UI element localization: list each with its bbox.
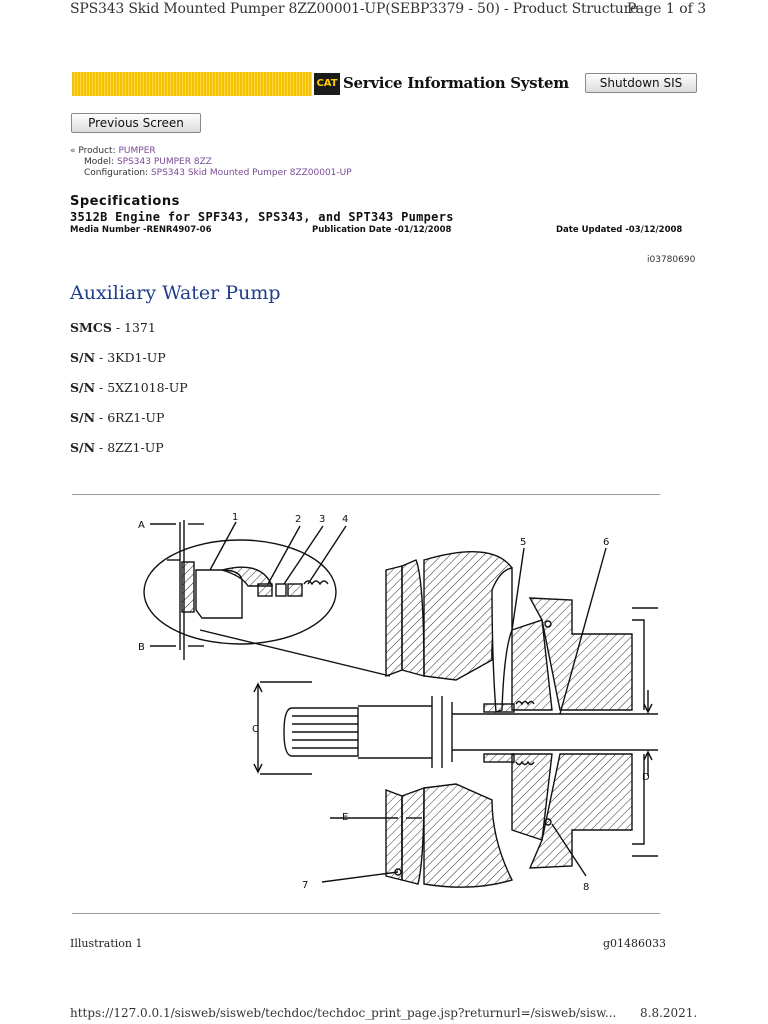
configuration-label: Configuration: [84,168,149,178]
callout-7: 7 [302,880,309,891]
document-id: i03780690 [647,255,696,265]
specifications-subtitle: 3512B Engine for SPF343, SPS343, and SPT343 Pumpers [70,210,454,224]
field-label: SMCS [70,320,112,335]
sis-title: Service Information System [343,74,569,92]
field-value: - 6RZ1-UP [95,410,165,425]
media-number: Media Number -RENR4907-06 [70,225,212,235]
field-value: - 5XZ1018-UP [95,380,188,395]
back-arrow-icon[interactable]: « [70,146,76,156]
callout-2: 2 [295,514,302,525]
shutdown-sis-button[interactable]: Shutdown SIS [585,73,697,93]
specifications-heading: Specifications [70,194,180,209]
publication-date: Publication Date -01/12/2008 [312,225,452,235]
callout-8: 8 [583,882,590,893]
callout-6: 6 [603,537,610,548]
product-value: PUMPER [118,146,156,156]
print-header-title: SPS343 Skid Mounted Pumper 8ZZ00001-UP(SEBP3379 - 50) - Product Structure [70,1,639,17]
illustration-id: g01486033 [603,937,667,950]
callout-4: 4 [342,514,349,525]
model-info-row [84,157,212,167]
callout-b: B [138,642,145,653]
product-info-row [70,146,156,156]
date-updated: Date Updated -03/12/2008 [556,225,683,235]
cat-logo: CAT [314,73,340,95]
divider-top [72,494,660,495]
callout-1: 1 [232,512,239,523]
print-page-number: Page 1 of 3 [627,1,707,17]
callout-e: E [342,812,349,823]
callout-d: D [642,772,650,783]
callout-3: 3 [319,514,326,525]
previous-screen-button[interactable]: Previous Screen [71,113,201,133]
field-value: - 8ZZ1-UP [95,440,164,455]
field-serial-number [70,350,166,365]
field-label: S/N [70,440,96,455]
auxiliary-water-pump-illustration [72,500,660,910]
callout-5: 5 [520,537,527,548]
field-serial-number [70,440,164,455]
field-label: S/N [70,380,96,395]
field-smcs [70,320,156,335]
field-serial-number [70,410,164,425]
sis-header-bar [72,72,312,96]
field-label: S/N [70,350,96,365]
field-value: - 3KD1-UP [95,350,166,365]
illustration-caption: Illustration 1 [70,937,143,950]
divider-bottom [72,913,660,914]
print-footer-url: https://127.0.0.1/sisweb/sisweb/techdoc/techdoc_print_page.jsp?returnurl=/sisweb/sisw... [70,1006,617,1020]
product-label: Product: [78,146,116,156]
configuration-value: SPS343 Skid Mounted Pumper 8ZZ00001-UP [150,168,352,178]
document-heading: Auxiliary Water Pump [70,282,281,304]
field-value: - 1371 [111,320,156,335]
print-footer-date: 8.8.2021. [640,1006,698,1020]
callout-c: C [252,724,259,735]
model-label: Model: [84,157,115,167]
field-label: S/N [70,410,96,425]
model-value: SPS343 PUMPER 8ZZ [116,157,212,167]
field-serial-number [70,380,188,395]
callout-a: A [138,520,145,531]
configuration-info-row [84,168,352,178]
